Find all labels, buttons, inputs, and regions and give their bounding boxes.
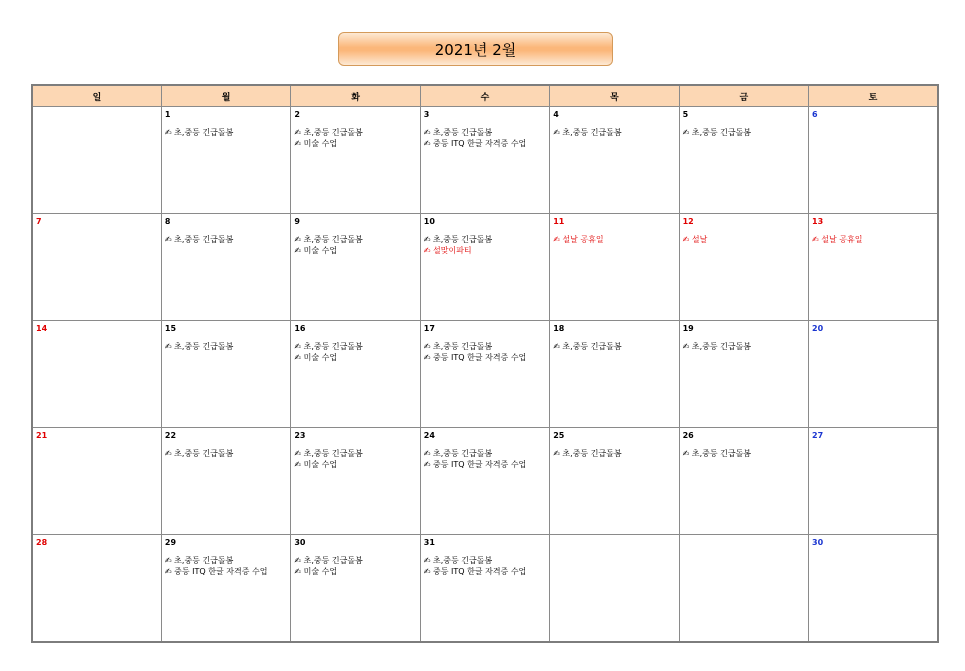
day-number: 30 — [812, 538, 824, 547]
weekday-header: 화 — [291, 85, 420, 107]
day-cell[interactable] — [291, 107, 420, 214]
week-row — [32, 107, 938, 214]
day-number: 12 — [682, 217, 694, 226]
calendar-event: ✍ 중등 ITQ 한글 자격증 수업 — [164, 567, 268, 576]
week-row — [32, 214, 938, 321]
calendar-event: ✍ 중등 ITQ 한글 자격증 수업 — [423, 460, 527, 469]
day-cell[interactable] — [291, 428, 420, 535]
day-number — [553, 537, 675, 555]
calendar-event: ✍ 초,중등 긴급돌봄 — [423, 556, 493, 565]
calendar-grid — [31, 84, 939, 643]
weekday-header: 목 — [550, 85, 679, 107]
calendar-event: ✍ 중등 ITQ 한글 자격증 수업 — [423, 353, 527, 362]
calendar-event: ✍ 초,중등 긴급돌봄 — [423, 449, 493, 458]
calendar-event: ✍ 초,중등 긴급돌봄 — [164, 128, 234, 137]
day-number: 1 — [164, 110, 171, 119]
day-cell[interactable] — [679, 535, 808, 642]
calendar-event: ✍ 초,중등 긴급돌봄 — [164, 556, 234, 565]
calendar-event: ✍ 초,중등 긴급돌봄 — [423, 235, 493, 244]
day-number: 15 — [164, 324, 177, 333]
day-cell[interactable] — [550, 107, 679, 214]
day-number: 30 — [294, 538, 306, 547]
calendar-event: ✍ 설날 — [682, 235, 708, 244]
week-row — [32, 321, 938, 428]
calendar-event: ✍ 미술 수업 — [294, 460, 338, 469]
day-cell[interactable] — [420, 535, 549, 642]
calendar-event: ✍ 초,중등 긴급돌봄 — [164, 342, 234, 351]
calendar-event: ✍ 초,중등 긴급돌봄 — [682, 128, 752, 137]
day-number: 11 — [553, 217, 565, 226]
day-cell[interactable] — [420, 428, 549, 535]
day-number: 4 — [553, 110, 559, 119]
day-number: 25 — [553, 431, 565, 440]
calendar-event: ✍ 초,중등 긴급돌봄 — [553, 128, 622, 137]
calendar-event: ✍ 초,중등 긴급돌봄 — [164, 235, 234, 244]
calendar-event: ✍ 초,중등 긴급돌봄 — [294, 235, 363, 244]
day-cell[interactable] — [550, 321, 679, 428]
calendar-event: ✍ 초,중등 긴급돌봄 — [294, 449, 363, 458]
weekday-header: 금 — [679, 85, 808, 107]
day-number: 23 — [294, 431, 306, 440]
day-number: 7 — [36, 217, 42, 226]
calendar-title: 2021년 2월 — [338, 32, 613, 66]
day-cell[interactable] — [32, 321, 161, 428]
weekday-header: 수 — [420, 85, 549, 107]
weekday-header-row — [32, 85, 938, 107]
day-number: 9 — [294, 217, 300, 226]
day-cell[interactable] — [809, 107, 938, 214]
day-number: 26 — [682, 431, 694, 440]
day-cell[interactable] — [32, 428, 161, 535]
day-cell[interactable] — [550, 535, 679, 642]
calendar-event: ✍ 중등 ITQ 한글 자격증 수업 — [423, 567, 527, 576]
day-cell[interactable] — [291, 214, 420, 321]
day-cell[interactable] — [809, 535, 938, 642]
day-number: 17 — [423, 324, 435, 333]
day-cell[interactable] — [809, 214, 938, 321]
day-number: 13 — [812, 217, 824, 226]
weekday-header: 토 — [809, 85, 938, 107]
calendar-event: ✍ 초,중등 긴급돌봄 — [423, 342, 493, 351]
calendar-event: ✍ 초,중등 긴급돌봄 — [682, 342, 752, 351]
day-number — [36, 109, 158, 127]
day-number: 16 — [294, 324, 306, 333]
day-cell[interactable] — [550, 428, 679, 535]
day-number — [683, 537, 805, 555]
day-cell[interactable] — [679, 107, 808, 214]
day-cell[interactable] — [291, 535, 420, 642]
day-cell[interactable] — [420, 214, 549, 321]
day-number: 31 — [423, 538, 435, 547]
day-number: 10 — [423, 217, 435, 226]
calendar-event: ✍ 초,중등 긴급돌봄 — [553, 342, 622, 351]
week-row — [32, 535, 938, 642]
day-number: 3 — [423, 110, 430, 119]
day-cell[interactable] — [161, 214, 290, 321]
calendar-event: ✍ 초,중등 긴급돌봄 — [423, 128, 493, 137]
day-number: 29 — [164, 538, 177, 547]
day-number: 18 — [553, 324, 565, 333]
calendar-event: ✍ 설날 공휴일 — [553, 235, 604, 244]
day-cell[interactable] — [161, 107, 290, 214]
day-number: 24 — [423, 431, 435, 440]
calendar-event: ✍ 미술 수업 — [294, 246, 338, 255]
calendar-event: ✍ 초,중등 긴급돌봄 — [682, 449, 752, 458]
day-cell[interactable] — [420, 107, 549, 214]
day-cell[interactable] — [679, 321, 808, 428]
day-cell[interactable] — [291, 321, 420, 428]
day-cell[interactable] — [679, 214, 808, 321]
calendar-event: ✍ 미술 수업 — [294, 567, 338, 576]
day-cell[interactable] — [161, 321, 290, 428]
day-cell[interactable] — [420, 321, 549, 428]
day-cell[interactable] — [161, 535, 290, 642]
weekday-header: 월 — [161, 85, 290, 107]
weekday-header: 일 — [32, 85, 161, 107]
day-cell[interactable] — [161, 428, 290, 535]
calendar-event: ✍ 초,중등 긴급돌봄 — [553, 449, 622, 458]
calendar-event: ✍ 미술 수업 — [294, 139, 338, 148]
calendar-event: ✍ 초,중등 긴급돌봄 — [294, 556, 363, 565]
day-number: 28 — [36, 538, 48, 547]
day-number: 19 — [682, 324, 694, 333]
day-number: 14 — [36, 324, 48, 333]
day-number: 21 — [36, 431, 48, 440]
day-number: 27 — [812, 431, 824, 440]
calendar-event: ✍ 초,중등 긴급돌봄 — [294, 128, 363, 137]
day-cell[interactable] — [809, 321, 938, 428]
day-cell[interactable] — [679, 428, 808, 535]
week-row — [32, 428, 938, 535]
calendar-event: ✍ 초,중등 긴급돌봄 — [294, 342, 363, 351]
calendar-event: ✍ 초,중등 긴급돌봄 — [164, 449, 234, 458]
calendar-event: ✍ 중등 ITQ 한글 자격증 수업 — [423, 139, 527, 148]
calendar-event: ✍ 설맞이파티 — [423, 246, 472, 255]
day-number: 5 — [682, 110, 689, 119]
day-cell[interactable] — [550, 214, 679, 321]
day-cell[interactable] — [809, 428, 938, 535]
day-number: 8 — [164, 217, 171, 226]
day-cell[interactable] — [32, 107, 161, 214]
day-cell[interactable] — [32, 214, 161, 321]
day-number: 6 — [812, 110, 818, 119]
calendar-event: ✍ 설날 공휴일 — [812, 235, 863, 244]
day-number: 2 — [294, 110, 300, 119]
day-number: 22 — [164, 431, 177, 440]
day-number: 20 — [812, 324, 824, 333]
day-cell[interactable] — [32, 535, 161, 642]
calendar-event: ✍ 미술 수업 — [294, 353, 338, 362]
